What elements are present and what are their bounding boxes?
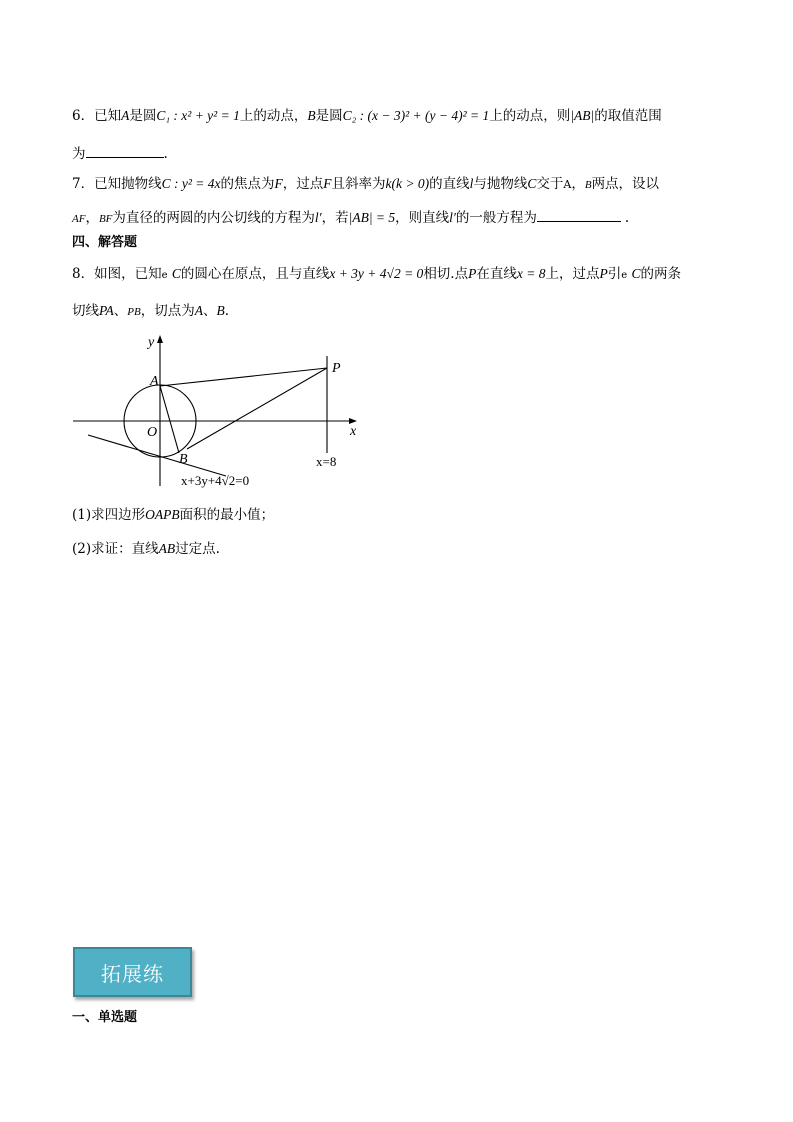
q8-tangent-equation: x + 3y + 4√2 = 0 xyxy=(329,266,424,281)
q8-point-a: A xyxy=(194,303,203,318)
label-y: y xyxy=(148,335,155,350)
q8-point-b: B xyxy=(216,303,225,318)
q6-circle1-equation: C₁ : x² + y² = 1 xyxy=(156,108,240,123)
q8-circle-c: C xyxy=(171,266,181,281)
q7-text: 的一般方程为 xyxy=(455,210,537,226)
q6-line2 xyxy=(72,143,168,164)
q7-focus: F xyxy=(323,176,332,191)
q7-line-l: l xyxy=(469,176,474,191)
q7-text: 为直径的两圆的内公切线的方程为 xyxy=(112,210,315,226)
label-a: A xyxy=(150,374,159,389)
q8-line1 xyxy=(72,264,681,286)
q7-line-lprime: l′ xyxy=(449,210,456,225)
q8-text: ，切点为 xyxy=(140,303,195,319)
q8-line-x8: x = 8 xyxy=(516,266,546,281)
q7-text: ， xyxy=(85,210,99,226)
q7-curve-c: C xyxy=(527,176,537,191)
tangent-pa xyxy=(160,368,327,386)
q8-text: 的两条 xyxy=(640,266,681,282)
q7-text: 的直线 xyxy=(429,176,470,192)
q7-text: ， xyxy=(571,176,585,192)
q7-point-a: A xyxy=(563,178,572,191)
q8-text: . xyxy=(224,303,230,319)
q6-text: 是圆 xyxy=(129,108,157,124)
q8-circle-c: C xyxy=(631,266,641,281)
q6-answer-blank[interactable] xyxy=(86,143,164,158)
banner-label: 拓展练 xyxy=(101,961,164,986)
q8-line2 xyxy=(72,301,229,322)
tangent-line xyxy=(88,435,226,476)
q8-text: 相切.点 xyxy=(423,266,469,282)
q8-subquestion-2 xyxy=(72,539,220,559)
q6-text: 上的动点，则 xyxy=(489,108,571,124)
label-b: B xyxy=(179,452,188,467)
q8-circle-symbol: e xyxy=(161,270,168,281)
q8-sub1-text: (1)求四边形 xyxy=(72,507,146,523)
q8-line-ab: AB xyxy=(158,541,176,556)
q6-text: 已知 xyxy=(94,108,122,124)
q7-line-lprime: l′ xyxy=(314,210,322,225)
q8-text: 、 xyxy=(113,303,128,319)
q8-text: 上，过点 xyxy=(545,266,600,282)
q7-parabola-equation: C : y² = 4x xyxy=(161,176,221,191)
q7-ab-length: |AB| = 5 xyxy=(348,210,396,225)
q8-quadrilateral: OAPB xyxy=(145,507,180,522)
q8-text: 的圆心在原点，且与直线 xyxy=(180,266,330,282)
q7-text: 两点，设以 xyxy=(591,176,660,192)
q6-text: 上的动点， xyxy=(239,108,308,124)
q7-focus: F xyxy=(274,176,283,191)
label-tangent-equation: x+3y+4√2=0 xyxy=(181,473,250,488)
q6-ab-abs: |AB| xyxy=(570,108,595,123)
q8-text: 切线 xyxy=(72,303,99,319)
chord-ab xyxy=(160,386,179,453)
q6-end: . xyxy=(163,146,168,162)
q8-sub2-text: 过定点. xyxy=(175,541,220,557)
y-axis-arrow xyxy=(157,335,163,343)
extension-practice-banner xyxy=(73,947,192,997)
q8-tangent-pb: PB xyxy=(127,306,141,318)
q8-subquestion-1 xyxy=(72,505,274,525)
q7-segment-bf: BF xyxy=(98,213,113,225)
q7-slope: k(k > 0) xyxy=(385,176,430,191)
q8-number: 8． xyxy=(72,266,95,282)
q8-text: 引 xyxy=(607,266,622,282)
q7-end: . xyxy=(624,210,630,226)
q7-line2 xyxy=(72,207,629,229)
q7-text: 已知抛物线 xyxy=(94,176,162,192)
q8-tangent-pa: PA xyxy=(99,303,114,318)
q8-sub1-text: 面积的最小值； xyxy=(179,507,275,523)
section-heading-4: 四、解答题 xyxy=(72,235,138,250)
q6-number: 6． xyxy=(72,108,95,124)
q8-sub2-text: (2)求证：直线 xyxy=(72,541,159,557)
q7-answer-blank[interactable] xyxy=(537,207,621,222)
q7-point-b: B xyxy=(584,179,592,191)
q7-text: 与抛物线 xyxy=(473,176,528,192)
q7-text: ，若 xyxy=(321,210,349,226)
q6-point-a: A xyxy=(121,108,130,123)
q8-point-p: P xyxy=(599,266,608,281)
q8-text: 如图，已知 xyxy=(94,266,162,282)
q7-text: ，过点 xyxy=(282,176,324,192)
q7-text: 交于 xyxy=(536,176,564,192)
q7-number: 7． xyxy=(72,176,95,192)
label-x: x xyxy=(350,424,357,439)
q8-text: 在直线 xyxy=(476,266,517,282)
q8-figure xyxy=(70,328,370,493)
q7-text: 的焦点为 xyxy=(220,176,275,192)
section-heading-1: 一、单选题 xyxy=(72,1010,138,1025)
q8-text: 、 xyxy=(202,303,217,319)
q7-segment-af: AF xyxy=(72,213,86,225)
q8-point-p: P xyxy=(468,266,477,281)
q6-point-b: B xyxy=(307,108,316,123)
q8-circle-symbol: e xyxy=(621,270,628,281)
tangent-pb xyxy=(187,368,327,449)
label-x8: x=8 xyxy=(316,454,337,469)
q6-text: 的取值范围 xyxy=(594,108,662,124)
q6-line1 xyxy=(72,106,662,126)
label-p: P xyxy=(332,361,341,376)
q7-text: 且斜率为 xyxy=(331,176,386,192)
q6-circle2-equation: C₂ : (x − 3)² + (y − 4)² = 1 xyxy=(342,108,490,123)
q6-text: 为 xyxy=(72,146,86,162)
q6-text: 是圆 xyxy=(315,108,343,124)
label-o: O xyxy=(147,425,158,440)
q7-line1 xyxy=(72,174,659,195)
q7-text: ，则直线 xyxy=(395,210,450,226)
